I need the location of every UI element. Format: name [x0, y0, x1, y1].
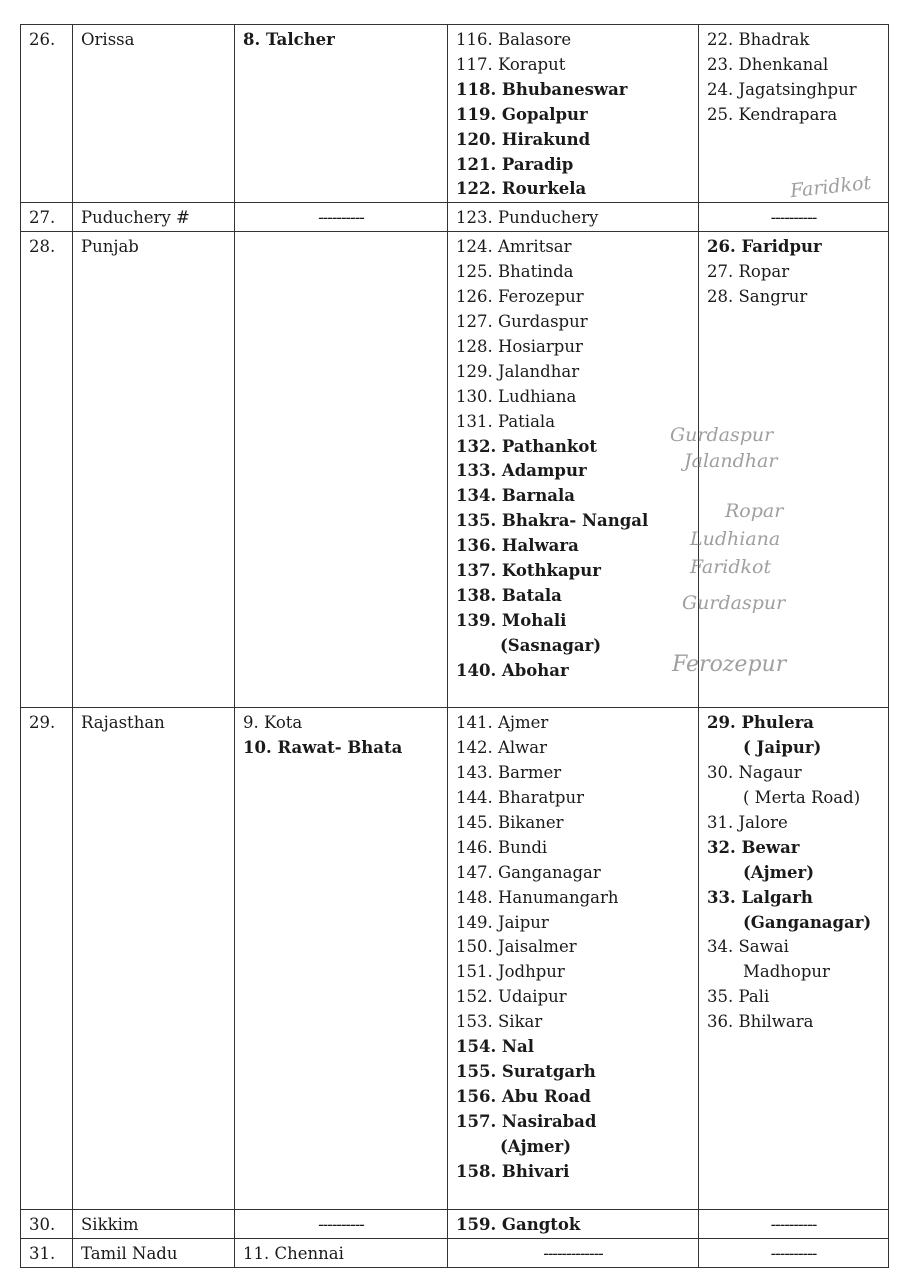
list-item: 131. Patiala: [456, 411, 556, 431]
list-item: (Ajmer): [500, 1136, 572, 1156]
list-item: 32. Bewar: [707, 837, 800, 857]
list-item: 141. Ajmer: [456, 713, 549, 733]
table-row: [21, 1210, 889, 1239]
handwritten-note-7: Ferozepur: [672, 652, 787, 677]
list-item: 125. Bhatinda: [456, 262, 574, 282]
col3-cell: [235, 232, 448, 708]
list-item: 150. Jaisalmer: [456, 937, 577, 957]
list-item: 152. Udaipur: [456, 987, 567, 1007]
list-item: 24. Jagatsinghpur: [707, 79, 857, 99]
serial-number-cell: 29.: [21, 708, 73, 1210]
table-row: [21, 1239, 889, 1268]
list-item: 11. Chennai: [243, 1244, 344, 1264]
list-item: 123. Punduchery: [456, 208, 599, 228]
list-item: 140. Abohar: [456, 660, 569, 680]
list-item: Madhopur: [743, 962, 830, 982]
list-item: 147. Ganganagar: [456, 862, 601, 882]
list-item: 126. Ferozepur: [456, 287, 584, 307]
list-item: 30. Nagaur: [707, 763, 802, 783]
list-item: 124. Amritsar: [456, 237, 572, 257]
col4-cell: [448, 1210, 699, 1239]
table-row: [21, 203, 889, 232]
list-item: 116. Balasore: [456, 30, 572, 49]
list-item: 121. Paradip: [456, 154, 574, 174]
list-item: 157. Nasirabad: [456, 1111, 597, 1131]
list-item: 28. Sangrur: [707, 287, 808, 307]
list-item: 127. Gurdaspur: [456, 311, 588, 331]
col3-cell: [235, 25, 448, 203]
list-item: 153. Sikar: [456, 1012, 543, 1032]
list-item: 138. Batala: [456, 585, 562, 605]
list-item: (Ganganagar): [743, 912, 872, 932]
list-item: 9. Kota: [243, 713, 303, 733]
list-item: 159. Gangtok: [456, 1215, 581, 1235]
col4-cell: [448, 708, 699, 1210]
table-row: [21, 708, 889, 1210]
col3-cell: ----------: [235, 1210, 448, 1239]
district-station-table: [20, 24, 889, 1268]
col3-cell: [235, 708, 448, 1210]
col5-cell: ----------: [699, 203, 889, 232]
list-item: 155. Suratgarh: [456, 1061, 596, 1081]
list-item: 128. Hosiarpur: [456, 336, 583, 356]
list-item: 148. Hanumangarh: [456, 887, 619, 907]
list-item: 134. Barnala: [456, 486, 575, 506]
state-name-cell: Orissa: [73, 25, 235, 203]
handwritten-note-5: Faridkot: [690, 556, 772, 578]
handwritten-note-6: Gurdaspur: [682, 592, 786, 614]
state-name-cell: Punjab: [73, 232, 235, 708]
list-item: 25. Kendrapara: [707, 104, 838, 124]
col4-cell: -------------: [448, 1239, 699, 1268]
col5-cell: ----------: [699, 1239, 889, 1268]
list-item: 122. Rourkela: [456, 179, 587, 199]
col5-cell: ----------: [699, 1210, 889, 1239]
serial-number-cell: 26.: [21, 25, 73, 203]
list-item: 130. Ludhiana: [456, 386, 577, 406]
list-item: ( Merta Road): [743, 787, 861, 807]
handwritten-note-faridkot: Faridkot: [789, 171, 873, 203]
list-item: 119. Gopalpur: [456, 104, 588, 124]
list-item: 132. Pathankot: [456, 436, 597, 456]
col4-cell: [448, 232, 699, 708]
list-item: 120. Hirakund: [456, 129, 591, 149]
state-name-cell: Tamil Nadu: [73, 1239, 235, 1268]
list-item: 31. Jalore: [707, 812, 788, 832]
list-item: 129. Jalandhar: [456, 361, 580, 381]
list-item: 135. Bhakra- Nangal: [456, 511, 649, 531]
col3-cell: ----------: [235, 203, 448, 232]
list-item: 139. Mohali: [456, 610, 567, 630]
list-item: 23. Dhenkanal: [707, 54, 829, 74]
list-item: 158. Bhivari: [456, 1161, 570, 1181]
list-item: 36. Bhilwara: [707, 1012, 814, 1032]
list-item: 22. Bhadrak: [707, 30, 810, 49]
list-item: 154. Nal: [456, 1037, 534, 1057]
handwritten-note-3: Ropar: [725, 500, 784, 522]
list-item: 33. Lalgarh: [707, 887, 813, 907]
list-item: 156. Abu Road: [456, 1086, 591, 1106]
state-name-cell: Rajasthan: [73, 708, 235, 1210]
list-item: 144. Bharatpur: [456, 787, 585, 807]
list-item: 26. Faridpur: [707, 237, 822, 257]
state-name-cell: Puduchery #: [73, 203, 235, 232]
serial-number-cell: 28.: [21, 232, 73, 708]
list-item: 145. Bikaner: [456, 812, 564, 832]
list-item: 136. Halwara: [456, 536, 579, 556]
list-item: 117. Koraput: [456, 54, 566, 74]
list-item: 10. Rawat- Bhata: [243, 738, 403, 758]
list-item: ( Jaipur): [743, 738, 822, 758]
list-item: 34. Sawai: [707, 937, 789, 957]
list-item: 137. Kothkapur: [456, 561, 601, 581]
handwritten-note-4: Ludhiana: [690, 528, 781, 550]
list-item: 142. Alwar: [456, 738, 548, 758]
table-row: [21, 25, 889, 203]
state-name-cell: Sikkim: [73, 1210, 235, 1239]
col4-cell: [448, 203, 699, 232]
list-item: (Ajmer): [743, 862, 815, 882]
serial-number-cell: 31.: [21, 1239, 73, 1268]
serial-number-cell: 30.: [21, 1210, 73, 1239]
list-item: 27. Ropar: [707, 262, 790, 282]
serial-number-cell: 27.: [21, 203, 73, 232]
handwritten-note-2: Jalandhar: [684, 450, 778, 472]
list-item: 29. Phulera: [707, 713, 815, 733]
list-item: 151. Jodhpur: [456, 962, 565, 982]
list-item: 146. Bundi: [456, 837, 548, 857]
list-item: 149. Jaipur: [456, 912, 549, 932]
list-item: 118. Bhubaneswar: [456, 79, 628, 99]
col5-cell: [699, 708, 889, 1210]
list-item: 143. Barmer: [456, 763, 562, 783]
list-item: 133. Adampur: [456, 461, 587, 481]
col3-cell: [235, 1239, 448, 1268]
list-item: (Sasnagar): [500, 635, 602, 655]
handwritten-note-1: Gurdaspur: [670, 424, 774, 446]
list-item: 35. Pali: [707, 987, 770, 1007]
col4-cell: [448, 25, 699, 203]
list-item: 8. Talcher: [243, 30, 335, 49]
